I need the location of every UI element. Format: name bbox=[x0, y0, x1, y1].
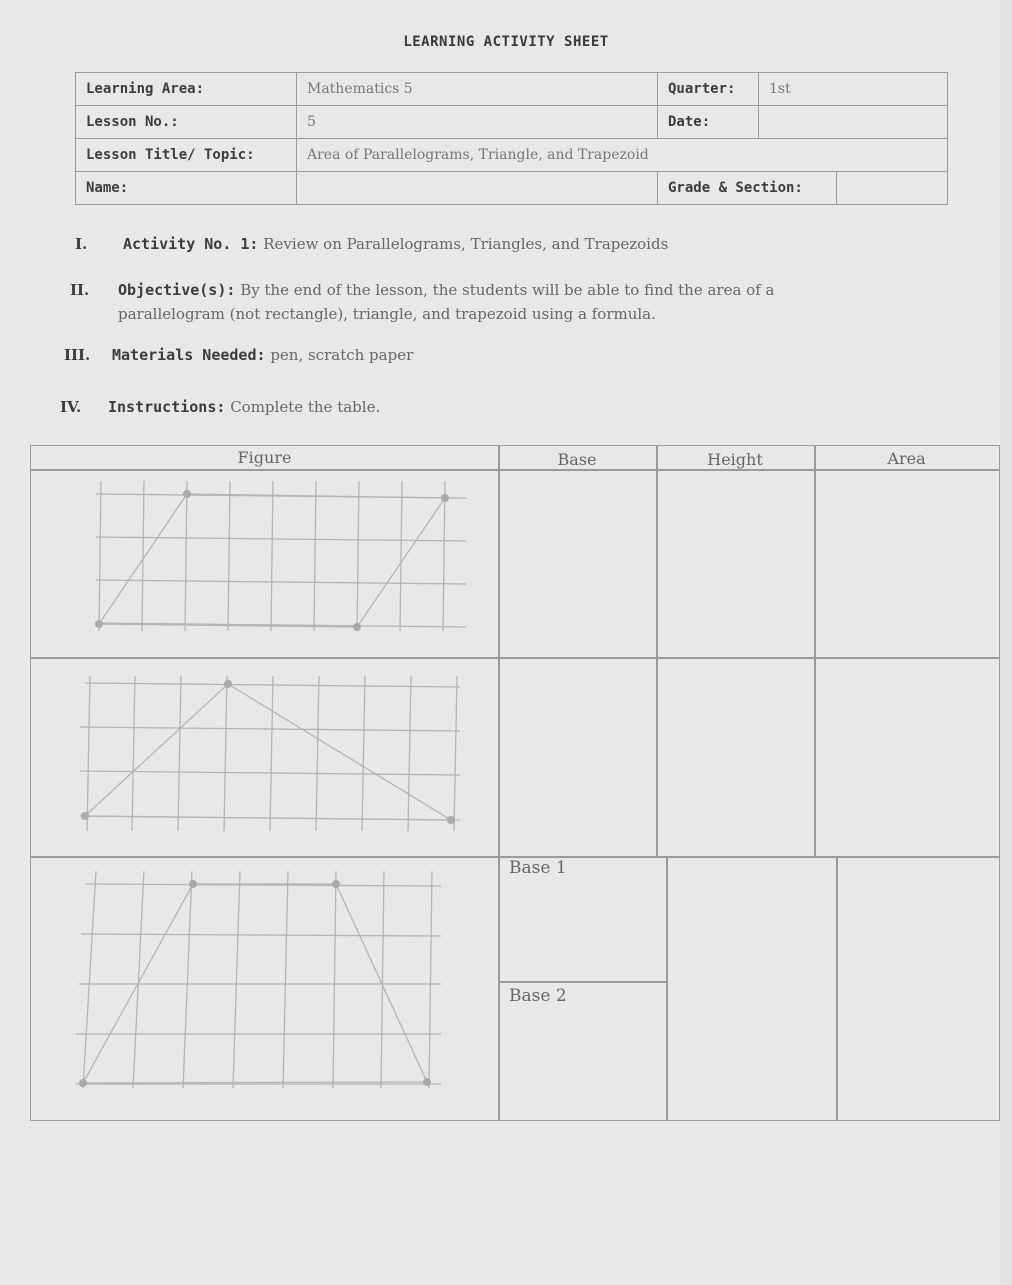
quarter-value: 1st bbox=[759, 73, 948, 106]
lesson-title-label: Lesson Title/ Topic: bbox=[76, 139, 297, 172]
parallelogram-height-cell[interactable] bbox=[659, 472, 812, 655]
divider bbox=[666, 857, 668, 1120]
divider bbox=[31, 469, 999, 471]
section-instructions: IV. Instructions: Complete the table. bbox=[60, 398, 381, 416]
triangle-base-cell[interactable] bbox=[501, 660, 654, 854]
parallelogram-base-cell[interactable] bbox=[501, 472, 654, 655]
trapezoid-height-cell[interactable] bbox=[669, 859, 834, 1117]
grade-section-field[interactable] bbox=[837, 172, 948, 205]
sheet-title: LEARNING ACTIVITY SHEET bbox=[403, 34, 609, 50]
section-activity: I. Activity No. 1: Review on Parallelograms, Triangles, and Trapezoids bbox=[75, 235, 669, 253]
lesson-info-table bbox=[75, 72, 948, 205]
triangle-height-cell[interactable] bbox=[659, 660, 812, 854]
header-area: Area bbox=[887, 449, 926, 468]
header-height: Height bbox=[707, 450, 763, 469]
lesson-title-value: Area of Parallelograms, Triangle, and Trapezoid bbox=[297, 139, 948, 172]
area-table bbox=[30, 445, 1000, 1121]
name-field[interactable] bbox=[297, 172, 658, 205]
date-label: Date: bbox=[658, 106, 759, 139]
date-field[interactable] bbox=[759, 106, 948, 139]
trapezoid-figure bbox=[71, 866, 451, 1091]
section-objectives: II. Objective(s): By the end of the lesson, the students will be able to find the area of a parallelogram (not rectangle), triangle, and trapezoid using a formula. bbox=[70, 281, 775, 323]
quarter-label: Quarter: bbox=[658, 73, 759, 106]
parallelogram-area-cell[interactable] bbox=[817, 472, 997, 655]
learning-area-value: Mathematics 5 bbox=[297, 73, 658, 106]
base1-label: Base 1 bbox=[509, 858, 567, 878]
base2-label: Base 2 bbox=[509, 986, 567, 1006]
divider bbox=[836, 857, 838, 1120]
triangle-area-cell[interactable] bbox=[817, 660, 997, 854]
divider bbox=[498, 446, 500, 1120]
divider bbox=[814, 446, 816, 857]
lesson-no-label: Lesson No.: bbox=[76, 106, 297, 139]
lesson-no-value: 5 bbox=[297, 106, 658, 139]
grade-section-label: Grade & Section: bbox=[658, 172, 837, 205]
learning-area-label: Learning Area: bbox=[76, 73, 297, 106]
divider bbox=[498, 981, 666, 983]
divider bbox=[31, 657, 999, 659]
divider bbox=[656, 446, 658, 857]
name-label: Name: bbox=[76, 172, 297, 205]
header-figure: Figure bbox=[237, 448, 292, 467]
triangle-figure bbox=[75, 671, 475, 836]
trapezoid-area-cell[interactable] bbox=[839, 859, 997, 1117]
section-materials: III. Materials Needed: pen, scratch paper bbox=[64, 346, 414, 364]
parallelogram-figure bbox=[91, 476, 471, 636]
header-base: Base bbox=[557, 450, 597, 469]
